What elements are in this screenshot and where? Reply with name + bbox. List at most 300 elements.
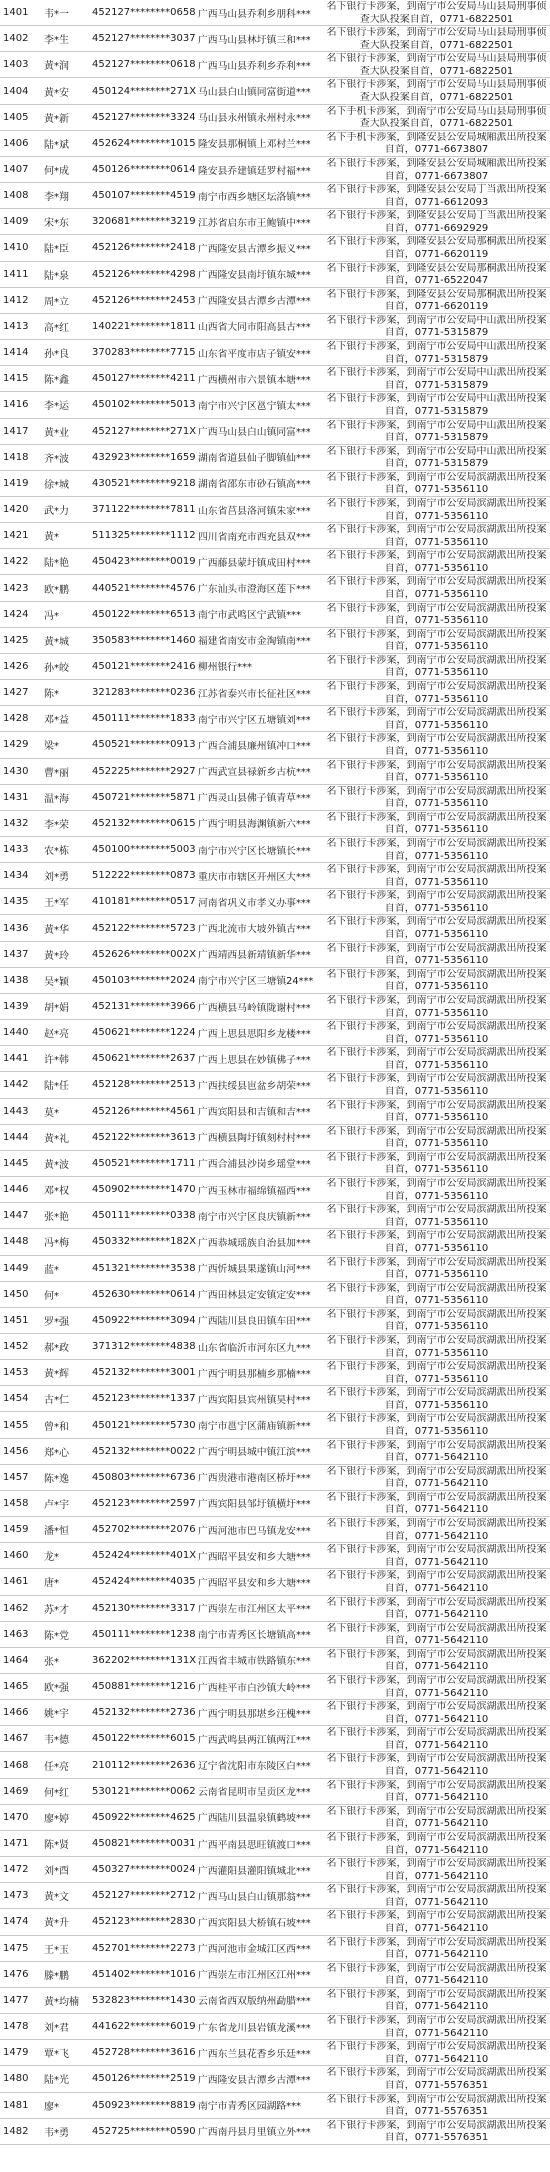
row-number: 1457: [3, 1471, 29, 1483]
id-number: 321283********0236: [92, 687, 196, 699]
table-row: [0, 1334, 550, 1360]
person-name: 任*亮: [44, 1761, 69, 1773]
table-row: [0, 549, 550, 575]
case-note-line: 名下银行卡涉案，到隆安县公安局那桐派出所投案: [326, 262, 547, 274]
case-note-line: 名下银行卡涉案，到南宁市公安局滨湖派出所投案: [326, 1439, 547, 1451]
row-number: 1459: [3, 1524, 29, 1536]
address: 广西玉林市福绵镇福西***: [198, 1185, 311, 1197]
address: 广西贵港市港南区桥圩***: [198, 1473, 311, 1485]
person-name: 王*玉: [44, 1944, 69, 1956]
row-number: 1423: [3, 582, 29, 594]
case-note: [325, 1334, 548, 1360]
person-name: 苏*才: [44, 1604, 69, 1616]
case-note: [325, 706, 548, 732]
address: 广西平南县思旺镇渡口***: [198, 1839, 311, 1851]
table-row: [0, 1779, 550, 1805]
address: 广西武宣县禄新乡古杭***: [198, 767, 311, 779]
case-note-line: 名下银行卡涉案，到南宁市公安局滨湖派出所投案: [326, 1910, 547, 1922]
id-number: 371312********4838: [92, 1341, 196, 1353]
address: 广西马山县乔利乡朋科***: [198, 8, 311, 20]
table-row: [0, 419, 550, 445]
table-row: [0, 1412, 550, 1438]
case-note: [325, 785, 548, 811]
table-row: [0, 1700, 550, 1726]
address: 隆安县那桐镇上邓村兰***: [198, 139, 311, 151]
id-number: 452127********2712: [92, 1890, 196, 1902]
address: 河南省巩义市孝义办事***: [198, 897, 311, 909]
case-note: [325, 1700, 548, 1726]
id-number: 450803********6736: [92, 1471, 196, 1483]
id-number: 452624********1015: [92, 137, 196, 149]
row-number: 1436: [3, 922, 29, 934]
case-note-line: 自首，0771-5642110: [384, 1556, 489, 1568]
table-row: [0, 131, 550, 157]
row-number: 1477: [3, 1994, 29, 2006]
person-name: 欧*强: [44, 1683, 69, 1695]
case-note: [325, 1831, 548, 1857]
case-note: [325, 602, 548, 628]
case-note-line: 名下银行卡涉案，到南宁市公安局中山派出所投案: [326, 419, 547, 431]
case-note: [325, 0, 548, 26]
case-note-line: 名下银行卡涉案，到南宁市公安局滨湖派出所投案: [326, 1858, 547, 1870]
address: 山东省莒县洛河镇朱家***: [198, 505, 311, 517]
person-name: 欧*鹏: [44, 584, 69, 596]
address: 广西上思县在妙镇佛子***: [198, 1054, 311, 1066]
person-name: 梁*: [44, 741, 59, 753]
case-note-line: 自首，0771-5356110: [384, 484, 489, 496]
address: 南宁市西乡塘区坛洛镇***: [198, 191, 311, 203]
case-note: [325, 1517, 548, 1543]
row-number: 1426: [3, 660, 29, 672]
address: 广西宁明县那楠乡那楠***: [198, 1368, 311, 1380]
person-name: 蓝*: [44, 1264, 59, 1276]
id-number: 210112********2636: [92, 1759, 196, 1771]
id-number: 452126********2418: [92, 242, 196, 254]
id-number: 410181********0517: [92, 896, 196, 908]
case-note: [325, 1046, 548, 1072]
person-name: 许*韩: [44, 1055, 69, 1067]
row-number: 1421: [3, 530, 29, 542]
case-note-line: 名下银行卡涉案，到南宁市公安局马山县局刑事侦: [326, 53, 547, 65]
case-note-line: 名下银行卡涉案，到南宁市公安局滨湖派出所投案: [326, 1256, 547, 1268]
table-row: [0, 209, 550, 235]
case-note-line: 自首，0771-5642110: [384, 2053, 489, 2065]
address: 广西扶绥县岜盆乡胡荣***: [198, 1080, 311, 1092]
table-row: [0, 575, 550, 601]
case-note-line: 名下银行卡涉案，到南宁市公安局滨湖派出所投案: [326, 1334, 547, 1346]
case-note-line: 自首，0771-5642110: [384, 1530, 489, 1542]
case-note-line: 名下银行卡涉案，到南宁市公安局滨湖派出所投案: [326, 1596, 547, 1608]
person-name: 陆*泉: [44, 270, 69, 282]
id-number: 452424********4035: [92, 1576, 196, 1588]
case-note: [325, 1936, 548, 1962]
row-number: 1410: [3, 242, 29, 254]
address: 广西宾阳县和吉镇和吉***: [198, 1107, 311, 1119]
row-number: 1435: [3, 896, 29, 908]
case-note-line: 自首，0771-5356110: [384, 1216, 489, 1228]
table-row: [0, 52, 550, 78]
case-note-line: 名下银行卡涉案，到南宁市公安局滨湖派出所投案: [326, 1648, 547, 1660]
address: 广西宾阳县邹圩镇横圩***: [198, 1499, 311, 1511]
case-note-line: 自首，0771-5356110: [384, 1059, 489, 1071]
case-note-line: 名下银行卡涉案，到南宁市公安局滨湖派出所投案: [326, 785, 547, 797]
case-note-line: 自首，0771-5315879: [384, 458, 489, 470]
case-note-line: 名下银行卡涉案，到南宁市公安局滨湖派出所投案: [326, 942, 547, 954]
row-number: 1413: [3, 320, 29, 332]
person-name: 陈*: [44, 689, 59, 701]
case-note-line: 自首，0771-6522047: [384, 275, 489, 287]
case-note-line: 自首，0771-5642110: [384, 1766, 489, 1778]
table-row: [0, 314, 550, 340]
person-name: 黄*城: [44, 636, 69, 648]
row-number: 1434: [3, 870, 29, 882]
id-number: 450922********3094: [92, 1314, 196, 1326]
case-note-line: 名下银行卡涉案，到南宁市公安局滨湖派出所投案: [326, 1570, 547, 1582]
case-note-line: 名下银行卡涉案，到南宁市公安局滨湖派出所投案: [326, 968, 547, 980]
case-note-line: 名下手机卡涉案，到隆安县公安局城厢派出所投案: [326, 131, 547, 143]
address: 云南省西双版纳州勐腊***: [198, 1996, 311, 2008]
table-row: [0, 942, 550, 968]
address: 马山县永州镇永州村永***: [198, 113, 311, 125]
case-note-line: 名下银行卡涉案，到南宁市公安局滨湖派出所投案: [326, 733, 547, 745]
table-row: [0, 1831, 550, 1857]
id-number: 452131********3966: [92, 1001, 196, 1013]
id-number: 530121********0062: [92, 1785, 196, 1797]
case-note-line: 自首，0771-5356110: [384, 641, 489, 653]
id-number: 450332********182X: [92, 1236, 196, 1248]
case-note-line: 名下银行卡涉案，到南宁市公安局滨湖派出所投案: [326, 1988, 547, 2000]
table-row: [0, 863, 550, 889]
address: 四川省南充市西充县双***: [198, 531, 311, 543]
address: 江苏省泰兴市长征社区***: [198, 688, 311, 700]
row-number: 1460: [3, 1550, 29, 1562]
person-name: 滕*鹏: [44, 1970, 69, 1982]
case-note-line: 自首，0771-5356110: [384, 929, 489, 941]
row-number: 1456: [3, 1445, 29, 1457]
row-number: 1431: [3, 791, 29, 803]
case-note-line: 自首，0771-5356110: [384, 510, 489, 522]
id-number: 450121********5730: [92, 1419, 196, 1431]
person-name: 黄*文: [44, 1892, 69, 1904]
case-note: [325, 1020, 548, 1046]
address: 湖南省道县仙子脚镇仙***: [198, 453, 311, 465]
id-number: 450521********1711: [92, 1157, 196, 1169]
case-note: [325, 1726, 548, 1752]
table-row: [0, 1491, 550, 1517]
case-note-line: 名下银行卡涉案，到南宁市公安局滨湖派出所投案: [326, 1962, 547, 1974]
row-number: 1476: [3, 1968, 29, 1980]
case-note-line: 名下银行卡涉案，到南宁市公安局滨湖派出所投案: [326, 1361, 547, 1373]
person-name: 黄*新: [44, 113, 69, 125]
row-number: 1433: [3, 844, 29, 856]
person-name: 黄*润: [44, 61, 69, 73]
id-number: 452127********0618: [92, 59, 196, 71]
case-note-line: 自首，0771-5356110: [384, 1190, 489, 1202]
table-row: [0, 1125, 550, 1151]
person-name: 卢*宇: [44, 1499, 69, 1511]
table-row: [0, 732, 550, 758]
table-row: [0, 497, 550, 523]
row-number: 1443: [3, 1105, 29, 1117]
case-note: [325, 968, 548, 994]
address: 广西合浦县沙岗乡瑶堂***: [198, 1159, 311, 1171]
case-note-line: 自首，0771-5356110: [384, 1164, 489, 1176]
case-note-line: 名下银行卡涉案，到南宁市公安局滨湖派出所投案: [326, 2041, 547, 2053]
person-name: 刘*勇: [44, 872, 69, 884]
row-number: 1467: [3, 1733, 29, 1745]
row-number: 1455: [3, 1419, 29, 1431]
row-number: 1411: [3, 268, 29, 280]
case-note: [325, 1543, 548, 1569]
id-number: 450423********0019: [92, 556, 196, 568]
row-number: 1402: [3, 33, 29, 45]
id-number: 511325********1112: [92, 530, 196, 542]
case-note: [325, 392, 548, 418]
row-number: 1401: [3, 7, 29, 19]
table-row: [0, 1256, 550, 1282]
person-name: 郝*政: [44, 1343, 69, 1355]
case-note-line: 自首，0771-5356110: [384, 1112, 489, 1124]
table-row: [0, 915, 550, 941]
row-number: 1473: [3, 1890, 29, 1902]
id-number: 450902********1470: [92, 1184, 196, 1196]
case-note: [325, 471, 548, 497]
case-note: [325, 2119, 548, 2145]
row-number: 1451: [3, 1314, 29, 1326]
person-name: 周*立: [44, 296, 69, 308]
table-row: [0, 759, 550, 785]
table-row: [0, 1386, 550, 1412]
id-number: 452424********401X: [92, 1550, 196, 1562]
id-number: 452225********2927: [92, 765, 196, 777]
row-number: 1448: [3, 1236, 29, 1248]
case-note-line: 自首，0771-5356110: [384, 876, 489, 888]
id-number: 452126********2453: [92, 294, 196, 306]
id-number: 452132********0022: [92, 1445, 196, 1457]
row-number: 1482: [3, 2125, 29, 2137]
person-name: 姚*宇: [44, 1709, 69, 1721]
id-number: 450127********4211: [92, 373, 196, 385]
id-number: 450327********0024: [92, 1864, 196, 1876]
address: 广西恭城瑶族自治县加***: [198, 1237, 311, 1249]
case-note: [325, 654, 548, 680]
case-note: [325, 1203, 548, 1229]
case-note-line: 名下银行卡涉案，到南宁市公安局滨湖派出所投案: [326, 1021, 547, 1033]
address: 湖南省邵东市砂石镇高***: [198, 479, 311, 491]
person-name: 黄*波: [44, 1159, 69, 1171]
address: 广西马山县乔利乡乔利***: [198, 60, 311, 72]
case-note: [325, 863, 548, 889]
row-number: 1438: [3, 974, 29, 986]
person-name: 武*力: [44, 506, 69, 518]
case-note-line: 名下银行卡涉案，到南宁市公安局滨湖派出所投案: [326, 1073, 547, 1085]
id-number: 450621********2637: [92, 1053, 196, 1065]
table-row: [0, 1805, 550, 1831]
person-name: 莫*: [44, 1107, 59, 1119]
address: 广东汕头市澄海区莲下***: [198, 584, 311, 596]
case-note-line: 名下银行卡涉案，到南宁市公安局滨湖派出所投案: [326, 2093, 547, 2105]
case-note: [325, 1988, 548, 2014]
case-note: [325, 628, 548, 654]
address: 广西田林县定安镇定安***: [198, 1290, 311, 1302]
id-number: 450922********4625: [92, 1811, 196, 1823]
row-number: 1427: [3, 687, 29, 699]
address: 马山县白山镇同富街道***: [198, 87, 311, 99]
person-name: 陆*臣: [44, 244, 69, 256]
case-note: [325, 1412, 548, 1438]
person-name: 曾*和: [44, 1421, 69, 1433]
case-note-line: 名下银行卡涉案，到南宁市公安局滨湖派出所投案: [326, 471, 547, 483]
table-row: [0, 366, 550, 392]
case-note: [325, 1752, 548, 1778]
address: 江西省丰城市铁路镇东***: [198, 1656, 311, 1668]
address: 广西合浦县廉州镇冲口***: [198, 740, 311, 752]
table-row: [0, 1909, 550, 1935]
case-note-line: 名下银行卡涉案，到南宁市公安局滨湖派出所投案: [326, 550, 547, 562]
address: 广西马山县白山镇那翁***: [198, 1891, 311, 1903]
case-note-line: 自首，0771-5642110: [384, 1582, 489, 1594]
address: 广西马山县白山镇同富***: [198, 427, 311, 439]
person-name: 高*红: [44, 322, 69, 334]
address: 山西省大同市阳高县古***: [198, 322, 311, 334]
case-note-line: 查大队投案自首，0771-6822501: [359, 92, 514, 104]
row-number: 1452: [3, 1341, 29, 1353]
table-row: [0, 262, 550, 288]
address: 广西藤县蒙圩镇成田村***: [198, 557, 311, 569]
address: 重庆市市辖区开州区大***: [198, 871, 311, 883]
case-note-line: 自首，0771-6673807: [384, 170, 489, 182]
case-note: [325, 314, 548, 340]
table-row: [0, 1465, 550, 1491]
person-name: 曹*丽: [44, 767, 69, 779]
case-note-line: 名下银行卡涉案，到南宁市公安局滨湖派出所投案: [326, 1544, 547, 1556]
person-name: 黄*安: [44, 87, 69, 99]
id-number: 452127********3324: [92, 111, 196, 123]
address: 广西河池市金城江区西***: [198, 1944, 311, 1956]
case-note: [325, 2040, 548, 2066]
address: 南宁市兴宁区三塘镇24***: [198, 976, 314, 988]
case-note-line: 名下银行卡涉案，到南宁市公安局滨湖派出所投案: [326, 1622, 547, 1634]
id-number: 450111********0338: [92, 1210, 196, 1222]
address: 广西昭平县安和乡大塘***: [198, 1577, 311, 1589]
case-note-line: 自首，0771-5642110: [384, 1975, 489, 1987]
case-note: [325, 288, 548, 314]
table-row: [0, 785, 550, 811]
case-note: [325, 262, 548, 288]
person-name: 农*栋: [44, 846, 69, 858]
person-name: 陆*艳: [44, 558, 69, 570]
case-note-line: 名下银行卡涉案，到隆安县公安局丁当派出所投案: [326, 184, 547, 196]
table-row: [0, 1936, 550, 1962]
case-note-line: 自首，0771-5642110: [384, 1635, 489, 1647]
case-note: [325, 2066, 548, 2092]
case-note: [325, 1439, 548, 1465]
case-note-line: 自首，0771-5356110: [384, 1242, 489, 1254]
case-note-line: 自首，0771-5356110: [384, 719, 489, 731]
person-name: 李*运: [44, 401, 69, 413]
row-number: 1437: [3, 948, 29, 960]
id-number: 450124********271X: [92, 85, 196, 97]
case-note: [325, 340, 548, 366]
id-number: 450881********1216: [92, 1681, 196, 1693]
case-note-line: 名下银行卡涉案，到南宁市公安局滨湖派出所投案: [326, 1099, 547, 1111]
table-row: [0, 1020, 550, 1046]
id-number: 452123********1337: [92, 1393, 196, 1405]
case-note: [325, 1596, 548, 1622]
case-note-line: 自首，0771-5356110: [384, 1426, 489, 1438]
person-name: 黄*业: [44, 427, 69, 439]
table-row: [0, 78, 550, 104]
case-note: [325, 1648, 548, 1674]
address: 柳州银行***: [198, 662, 252, 674]
case-note-line: 自首，0771-5356110: [384, 615, 489, 627]
case-note-line: 名下银行卡涉案，到南宁市公安局滨湖派出所投案: [326, 1413, 547, 1425]
address: 云南省昆明市呈贡区龙***: [198, 1787, 311, 1799]
id-number: 452127********271X: [92, 425, 196, 437]
case-note: [325, 523, 548, 549]
person-name: 黄*升: [44, 1918, 69, 1930]
id-number: 452701********2273: [92, 1942, 196, 1954]
table-row: [0, 0, 550, 26]
case-note-line: 名下银行卡涉案，到南宁市公安局滨湖派出所投案: [326, 1178, 547, 1190]
case-note: [325, 78, 548, 104]
case-note-line: 自首，0771-6673807: [384, 144, 489, 156]
table-row: [0, 1517, 550, 1543]
id-number: 371122********7811: [92, 504, 196, 516]
person-name: 冯*: [44, 610, 59, 622]
case-note-line: 名下银行卡涉案，到南宁市公安局中山派出所投案: [326, 341, 547, 353]
id-number: 140221********1811: [92, 320, 196, 332]
row-number: 1444: [3, 1131, 29, 1143]
case-note: [325, 131, 548, 157]
row-number: 1446: [3, 1184, 29, 1196]
id-number: 452122********3613: [92, 1131, 196, 1143]
case-note-line: 自首，0771-5642110: [384, 1922, 489, 1934]
person-name: 冯*梅: [44, 1238, 69, 1250]
address: 广西马山县林圩镇三和***: [198, 34, 311, 46]
case-note: [325, 811, 548, 837]
row-number: 1449: [3, 1262, 29, 1274]
person-name: 韦*勇: [44, 2127, 69, 2139]
id-number: 451321********3538: [92, 1262, 196, 1274]
table-row: [0, 288, 550, 314]
case-note-line: 自首，0771-5642110: [384, 1818, 489, 1830]
table-row: [0, 628, 550, 654]
case-note: [325, 419, 548, 445]
case-note: [325, 209, 548, 235]
table-row: [0, 1282, 550, 1308]
id-number: 532823********1430: [92, 1994, 196, 2006]
case-note-line: 自首，0771-5356110: [384, 1295, 489, 1307]
case-note-line: 名下银行卡涉案，到南宁市公安局滨湖派出所投案: [326, 2067, 547, 2079]
row-number: 1461: [3, 1576, 29, 1588]
case-note-line: 名下银行卡涉案，到南宁市公安局滨湖派出所投案: [326, 838, 547, 849]
id-number: 452626********002X: [92, 948, 196, 960]
case-note-line: 名下银行卡涉案，到南宁市公安局滨湖派出所投案: [326, 890, 547, 902]
case-note: [325, 1674, 548, 1700]
address: 广西桂平市白沙镇大岭***: [198, 1682, 311, 1694]
case-note-line: 名下银行卡涉案，到南宁市公安局滨湖派出所投案: [326, 1491, 547, 1503]
id-number: 452123********2830: [92, 1916, 196, 1928]
person-name: 陈*贤: [44, 1840, 69, 1852]
id-number: 450126********0614: [92, 164, 196, 176]
table-row: [0, 1883, 550, 1909]
case-note-line: 名下银行卡涉案，到南宁市公安局滨湖派出所投案: [326, 1282, 547, 1294]
person-name: 何*: [44, 1290, 59, 1302]
case-note-line: 自首，0771-5356110: [384, 955, 489, 967]
address: 隆安县乔建镇廷罗村福***: [198, 165, 311, 177]
row-number: 1403: [3, 59, 29, 71]
